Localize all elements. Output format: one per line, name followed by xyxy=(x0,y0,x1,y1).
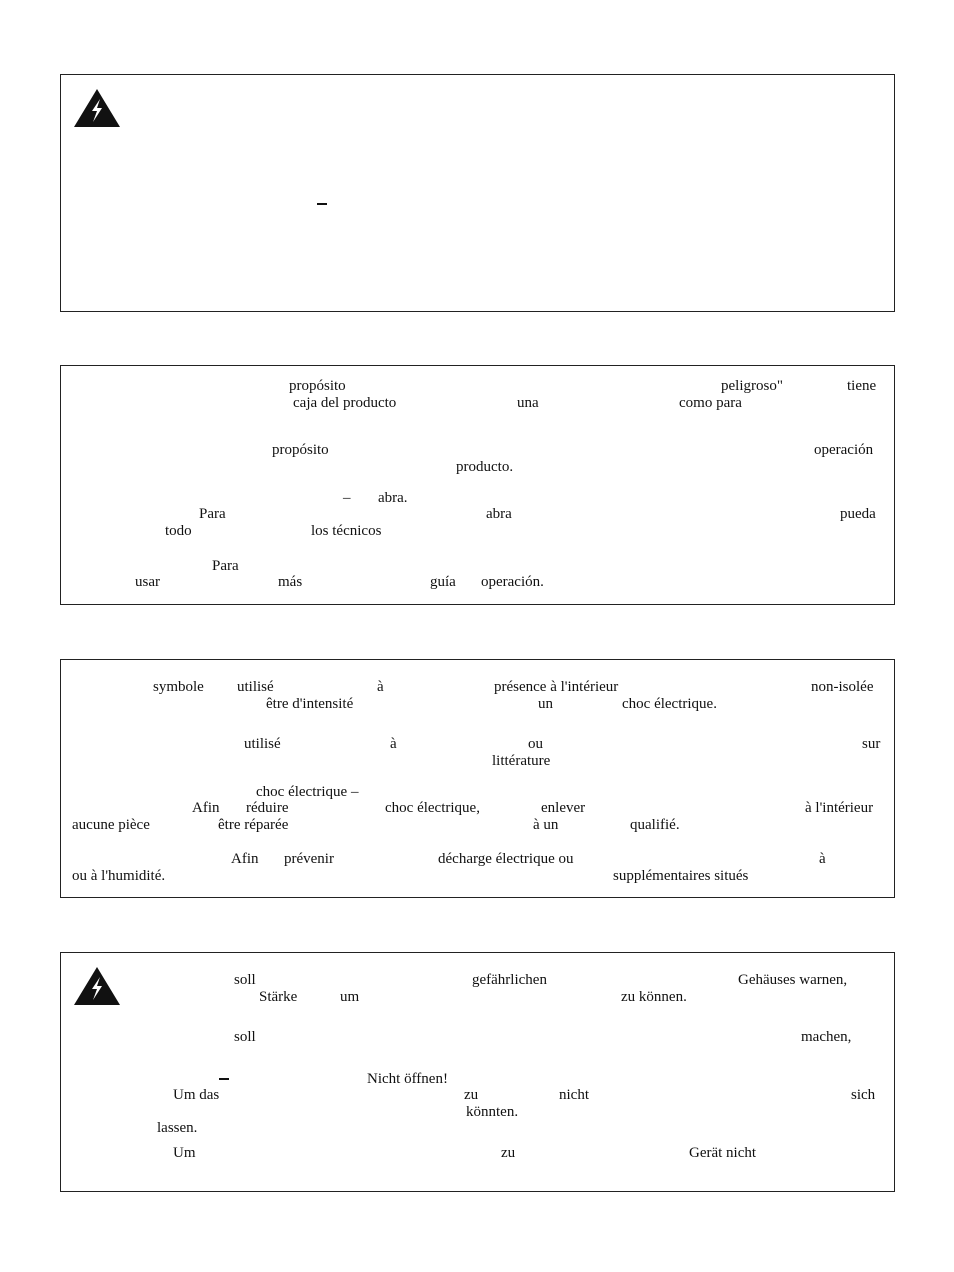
text-fragment: décharge électrique ou xyxy=(438,851,574,867)
text-fragment: Nicht öffnen! xyxy=(367,1071,448,1087)
text-fragment: usar xyxy=(135,574,160,590)
text-fragment: los técnicos xyxy=(311,523,382,539)
text-fragment: Gehäuses warnen, xyxy=(738,972,848,988)
text-fragment: aucune pièce xyxy=(72,817,150,833)
text-fragment: zu xyxy=(501,1145,516,1161)
text-fragment: à xyxy=(377,679,384,695)
text-fragment: caja del producto xyxy=(293,395,397,411)
text-fragment: más xyxy=(278,574,303,590)
french-warning-box xyxy=(60,659,895,898)
text-fragment: réduire xyxy=(246,800,289,816)
lightning-warning-icon xyxy=(73,88,121,128)
text-fragment: una xyxy=(517,395,539,411)
text-fragment: être d'intensité xyxy=(266,696,354,712)
text-fragment: sur xyxy=(862,736,881,752)
text-fragment: à un xyxy=(533,817,559,833)
text-fragment: être réparée xyxy=(218,817,289,833)
text-fragment: présence à l'intérieur xyxy=(494,679,619,695)
text-fragment: à xyxy=(819,851,826,867)
text-fragment: soll xyxy=(234,972,256,988)
text-fragment: qualifié. xyxy=(630,817,680,833)
text-fragment: Gerät nicht xyxy=(689,1145,757,1161)
text-fragment: pueda xyxy=(840,506,876,522)
text-fragment: prévenir xyxy=(284,851,334,867)
german-warning-box xyxy=(60,952,895,1192)
text-fragment: operación xyxy=(814,442,874,458)
text-fragment: Afin xyxy=(231,851,259,867)
text-fragment: littérature xyxy=(492,753,551,769)
text-fragment: ou xyxy=(528,736,543,752)
text-fragment: gefährlichen xyxy=(472,972,547,988)
text-fragment: operación. xyxy=(481,574,544,590)
text-fragment: – xyxy=(343,490,351,506)
text-fragment: como para xyxy=(679,395,742,411)
text-fragment: Um xyxy=(173,1145,196,1161)
text-fragment: peligroso" xyxy=(721,378,783,394)
text-fragment: non-isolée xyxy=(811,679,874,695)
text-fragment: todo xyxy=(165,523,192,539)
text-fragment: enlever xyxy=(541,800,586,816)
text-fragment: tiene xyxy=(847,378,877,394)
lightning-warning-icon xyxy=(73,966,121,1006)
text-fragment: à xyxy=(390,736,397,752)
text-fragment: propósito xyxy=(272,442,329,458)
text-fragment: abra. xyxy=(378,490,408,506)
text-fragment: symbole xyxy=(153,679,204,695)
text-fragment: Stärke xyxy=(259,989,298,1005)
text-fragment: choc électrique. xyxy=(622,696,717,712)
text-fragment: propósito xyxy=(289,378,346,394)
text-fragment: guía xyxy=(430,574,456,590)
spanish-warning-box xyxy=(60,365,895,605)
text-fragment: supplémentaires situés xyxy=(613,868,749,884)
text-fragment: Um das xyxy=(173,1087,220,1103)
text-fragment: um xyxy=(340,989,360,1005)
text-fragment: soll xyxy=(234,1029,256,1045)
text-fragment: abra xyxy=(486,506,512,522)
text-fragment: machen, xyxy=(801,1029,852,1045)
english-warning-box xyxy=(60,74,895,312)
text-fragment: ou à l'humidité. xyxy=(72,868,166,884)
text-fragment: un xyxy=(538,696,553,712)
dash-mark xyxy=(219,1078,229,1080)
text-fragment: sich xyxy=(851,1087,876,1103)
dash-mark xyxy=(317,203,327,205)
text-fragment: utilisé xyxy=(237,679,274,695)
text-fragment: Para xyxy=(199,506,226,522)
text-fragment: lassen. xyxy=(157,1120,198,1136)
text-fragment: könnten. xyxy=(466,1104,519,1120)
text-fragment: Afin xyxy=(192,800,220,816)
text-fragment: Para xyxy=(212,558,239,574)
text-fragment: nicht xyxy=(559,1087,589,1103)
text-fragment: choc électrique – xyxy=(256,784,359,800)
text-fragment: utilisé xyxy=(244,736,281,752)
text-fragment: zu können. xyxy=(621,989,687,1005)
text-fragment: choc électrique, xyxy=(385,800,480,816)
text-fragment: à l'intérieur xyxy=(805,800,874,816)
text-fragment: zu xyxy=(464,1087,479,1103)
text-fragment: producto. xyxy=(456,459,514,475)
